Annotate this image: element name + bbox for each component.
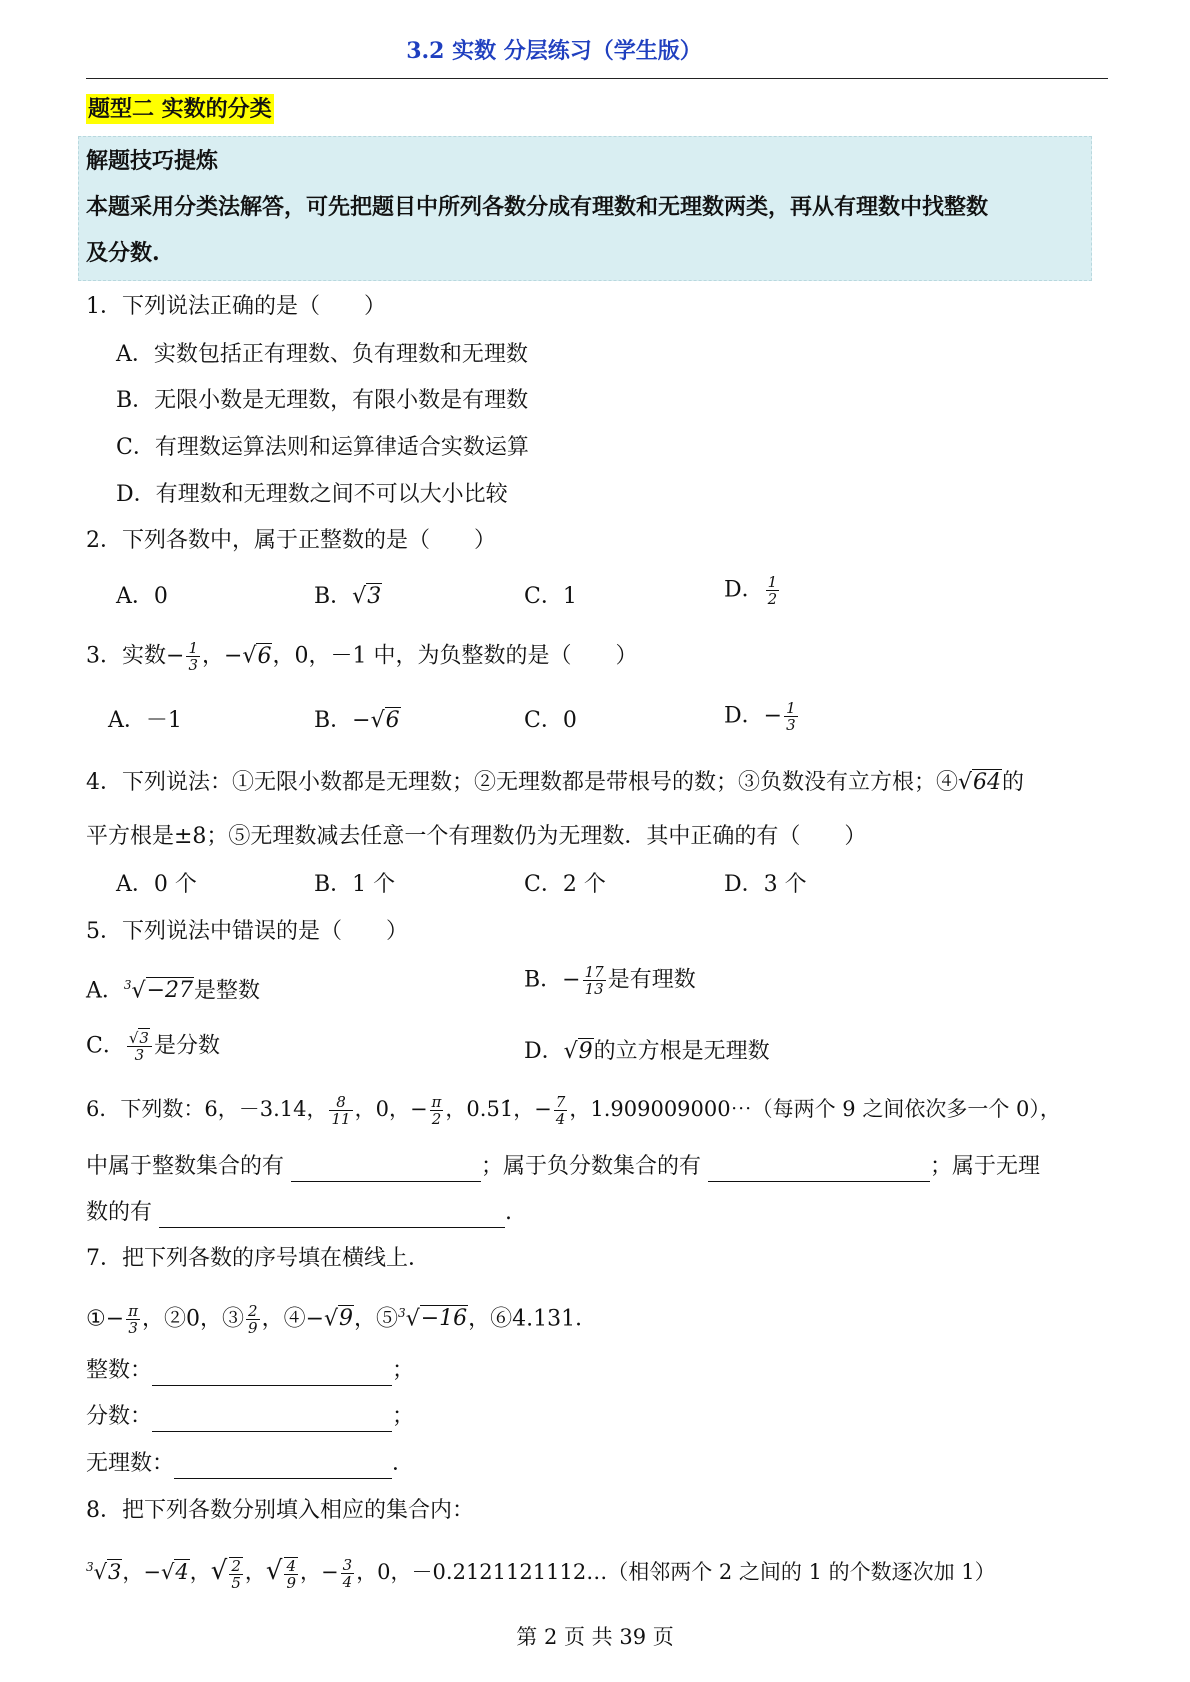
q4-line-1: 4．下列说法：①无限小数都是无理数；②无理数都是带根号的数；③负数没有立方根；④√64的 <box>86 770 1025 795</box>
q7-irrational-blank[interactable] <box>174 1456 392 1479</box>
q3-option-d: D．− $\frac{1}{3}$ <box>724 699 796 734</box>
q7-fraction-row: 分数： ； <box>86 1402 414 1432</box>
q6-negative-fraction-blank[interactable] <box>708 1159 930 1182</box>
q1-option-c: C．有理数运算法则和运算律适合实数运算 <box>116 435 529 460</box>
q2-option-b: B．√3 <box>314 584 382 609</box>
q3-option-c: C．0 <box>524 708 577 733</box>
q4-option-d: D．3 个 <box>724 872 807 897</box>
q2-option-d: D． $\frac{1}{2}$ <box>724 573 778 608</box>
q8-numbers: $^3$√3，−√4，√ $\frac{2}{5}$ ，√ $\frac{4}{9}$ ，− $\frac{3}{4}$ ，0，－0.2121121112…（相邻两个 2 之间的 1 的个数逐次加 1） <box>86 1556 996 1592</box>
q4-option-a: A．0 个 <box>116 872 197 897</box>
q7-items: ①− $\frac{\pi}{3}$ ，②0，③ $\frac{2}{9}$ ，④−√9，⑤$^3$√−16，⑥4.131． <box>86 1301 598 1337</box>
q6-line-1: 6．下列数：6，－3.14， $\frac{8}{11}$ ，0，− $\frac{\pi}{2}$ ，0.51̇，− $\frac{7}{4}$ ，1.909009000⋯（每两个 9 之间依次多一个 0）， <box>86 1093 1061 1128</box>
q5-option-a: A．$^3$√−27是整数 <box>86 978 261 1004</box>
q7-stem: 7．把下列各数的序号填在横线上． <box>86 1246 430 1271</box>
q2-option-c: C．1 <box>524 584 577 609</box>
q1-option-a: A．实数包括正有理数、负有理数和无理数 <box>116 342 528 367</box>
q6-irrational-blank[interactable] <box>159 1205 505 1228</box>
q5-option-b: B．− $\frac{17}{13}$ 是有理数 <box>524 963 696 998</box>
q2-option-a: A．0 <box>116 584 168 609</box>
q7-irrational-row: 无理数： ． <box>86 1449 414 1479</box>
q3-stem: 3．实数− $\frac{1}{3}$ ，−√6，0，－1 中，为负整数的是（ ） <box>86 639 638 674</box>
tips-line-1: 本题采用分类法解答，可先把题目中所列各数分成有理数和无理数两类，再从有理数中找整数 <box>86 194 989 220</box>
tips-line-2: 及分数. <box>86 240 160 266</box>
q4-line-2: 平方根是±8；⑤无理数减去任意一个有理数仍为无理数．其中正确的有（ ） <box>86 824 867 849</box>
q4-option-c: C．2 个 <box>524 872 606 897</box>
q6-line-2: 中属于整数集合的有 ；属于负分数集合的有 ；属于无理 <box>86 1152 1040 1182</box>
q5-stem: 5．下列说法中错误的是（ ） <box>86 919 408 944</box>
q1-option-d: D．有理数和无理数之间不可以大小比较 <box>116 482 508 507</box>
q1-option-b: B．无限小数是无理数，有限小数是有理数 <box>116 388 529 413</box>
tips-heading: 解题技巧提炼 <box>86 148 219 174</box>
q5-option-c: C． $\frac{√3}{3}$ 是分数 <box>86 1029 220 1064</box>
q1-stem: 1．下列说法正确的是（ ） <box>86 294 386 319</box>
q6-line-3: 数的有 . <box>86 1198 512 1228</box>
header-divider <box>86 78 1108 79</box>
q7-integer-blank[interactable] <box>152 1363 392 1386</box>
section-heading: 题型二 实数的分类 <box>88 96 272 122</box>
q8-stem: 8．把下列各数分别填入相应的集合内： <box>86 1498 474 1523</box>
q2-stem: 2．下列各数中，属于正整数的是（ ） <box>86 528 496 553</box>
page-header-title: 3.2 实数 分层练习（学生版） <box>406 38 702 64</box>
q3-option-a: A．－1 <box>108 708 182 733</box>
page-footer: 第 2 页 共 39 页 <box>516 1625 674 1649</box>
q6-integer-blank[interactable] <box>291 1159 481 1182</box>
q3-option-b: B．−√6 <box>314 708 400 733</box>
q4-option-b: B．1 个 <box>314 872 396 897</box>
q5-option-d: D．√9的立方根是无理数 <box>524 1039 770 1064</box>
q7-integer-row: 整数： ； <box>86 1356 414 1386</box>
q7-fraction-blank[interactable] <box>152 1409 392 1432</box>
